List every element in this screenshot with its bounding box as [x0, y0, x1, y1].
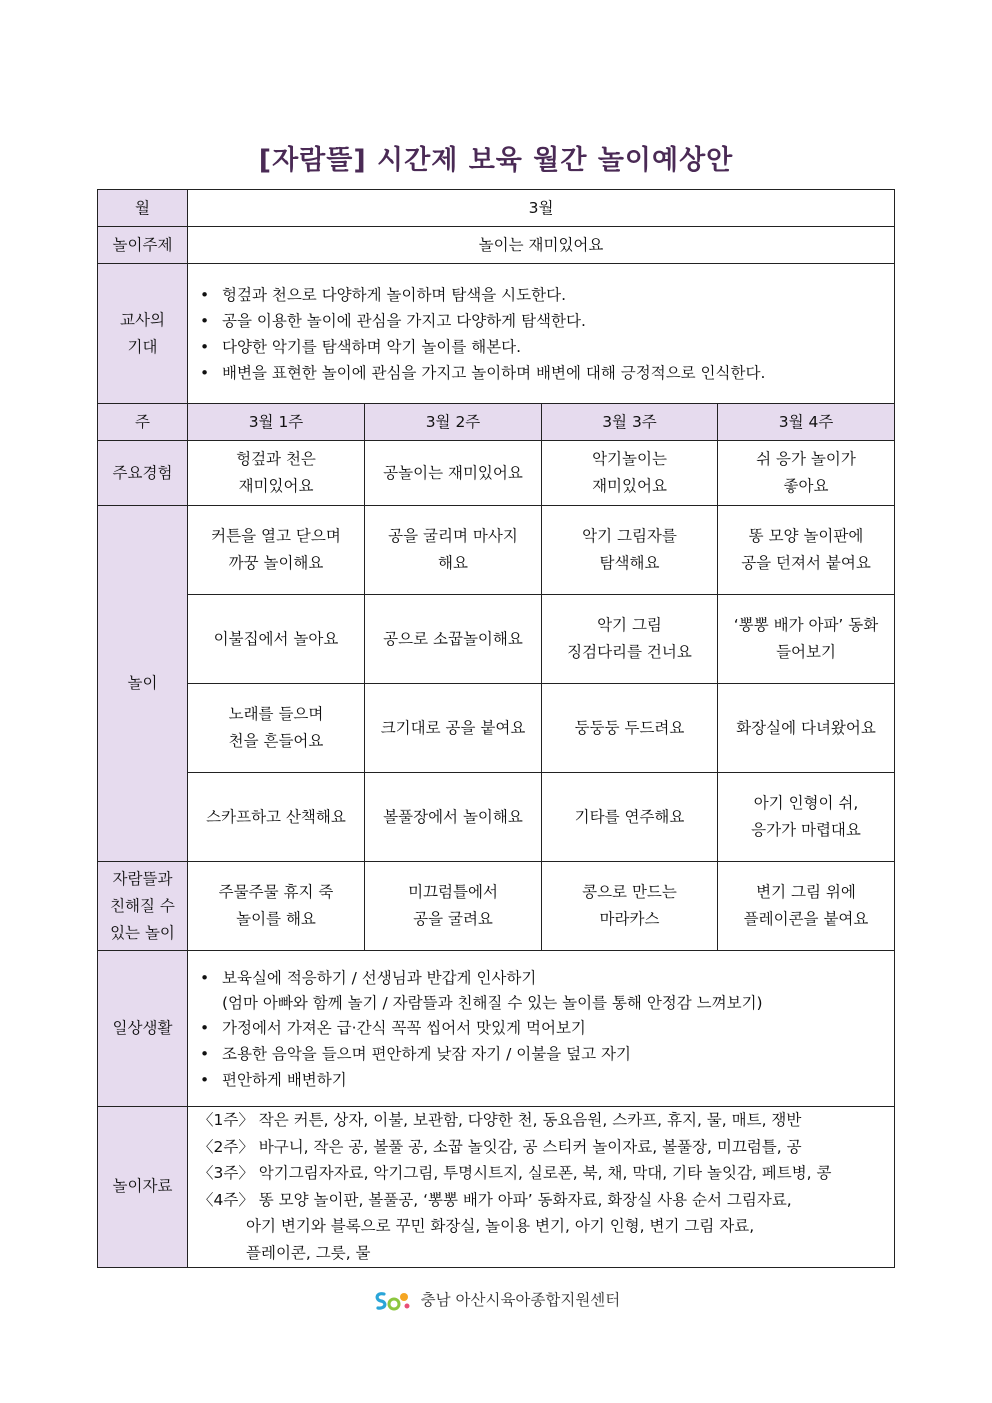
daily-life-item: • 보육실에 적응하기 / 선생님과 반갑게 인사하기 [198, 965, 882, 991]
experience-cell: 악기놀이는 재미있어요 [542, 441, 718, 506]
daily-life-subnote: (엄마 아빠와 함께 놀기 / 자람뜰과 친해질 수 있는 놀이를 통해 안정감 느껴보기) [222, 993, 763, 1012]
play-cell: 공을 굴리며 마사지 해요 [365, 506, 542, 595]
experience-cell: 공놀이는 재미있어요 [365, 441, 542, 506]
play-cell: 둥둥둥 두드려요 [542, 684, 718, 773]
friendly-play-cell: 콩으로 만드는 마라카스 [542, 862, 718, 951]
play-cell: 크기대로 공을 붙여요 [365, 684, 542, 773]
materials-week-1: 〈1주〉 작은 커튼, 상자, 이불, 보관함, 다양한 천, 동요음원, 스카프, 휴지, 물, 매트, 쟁반 [198, 1111, 802, 1129]
play-row [98, 595, 895, 684]
page-title: [자람뜰] 시간제 보육 월간 놀이예상안 [258, 145, 734, 176]
theme-label: 놀이주제 [98, 227, 188, 264]
materials-week-4-cont: 아기 변기와 블록으로 꾸민 화장실, 놀이용 변기, 아기 인형, 변기 그림 자료, [246, 1217, 755, 1236]
play-row [98, 773, 895, 862]
play-cell: ‘뽕뽕 배가 아파’ 동화 들어보기 [718, 595, 895, 684]
daily-life-item: • 가정에서 가져온 급·간식 꼭꼭 씹어서 맛있게 먹어보기 [198, 1015, 882, 1041]
week-row [98, 404, 895, 441]
footer [0, 1288, 992, 1313]
play-cell: 볼풀장에서 놀이해요 [365, 773, 542, 862]
expectation-row [98, 264, 895, 404]
daily-life-item: • 조용한 음악을 들으며 편안하게 낮잠 자기 / 이불을 덮고 자기 [198, 1041, 882, 1067]
week-header-4: 3월 4주 [718, 404, 895, 441]
materials-week-3: 〈3주〉 악기그림자자료, 악기그림, 투명시트지, 실로폰, 북, 채, 막대, 기타 놀잇감, 페트병, 콩 [198, 1164, 832, 1183]
month-label: 월 [98, 190, 188, 227]
experience-label: 주요경험 [98, 441, 188, 506]
expectation-item: • 헝겊과 천으로 다양하게 놀이하며 탐색을 시도한다. [198, 282, 882, 308]
theme-value: 놀이는 재미있어요 [188, 227, 895, 264]
week-header-3: 3월 3주 [542, 404, 718, 441]
experience-cell: 헝겊과 천은 재미있어요 [188, 441, 365, 506]
expectation-item: • 배변을 표현한 놀이에 관심을 가지고 놀이하며 배변에 대해 긍정적으로 인식한다. [198, 360, 882, 386]
play-row [98, 684, 895, 773]
friendly-play-cell: 미끄럼틀에서 공을 굴려요 [365, 862, 542, 951]
play-row [98, 506, 895, 595]
month-value: 3월 [188, 190, 895, 227]
experience-row [98, 441, 895, 506]
play-cell: 커튼을 열고 닫으며 까꿍 놀이해요 [188, 506, 365, 595]
monthly-plan-table [97, 189, 895, 1268]
play-cell: 노래를 들으며 천을 흔들어요 [188, 684, 365, 773]
friendly-play-cell: 주물주물 휴지 죽 놀이를 해요 [188, 862, 365, 951]
daily-life-list [188, 965, 894, 991]
play-label: 놀이 [98, 506, 188, 862]
childcare-center-logo-icon [372, 1289, 412, 1313]
month-row [98, 190, 895, 227]
friendly-play-label: 자람뜰과 친해질 수 있는 놀이 [98, 862, 188, 951]
materials-label: 놀이자료 [98, 1107, 188, 1268]
materials-row [98, 1107, 895, 1268]
play-cell: 악기 그림 징검다리를 건너요 [542, 595, 718, 684]
materials-cell [188, 1107, 895, 1268]
footer-org-name: 충남 아산시육아종합지원센터 [420, 1291, 621, 1309]
daily-life-row [98, 951, 895, 1107]
week-header-1: 3월 1주 [188, 404, 365, 441]
friendly-play-row [98, 862, 895, 951]
play-cell: 스카프하고 산책해요 [188, 773, 365, 862]
week-header-2: 3월 2주 [365, 404, 542, 441]
play-cell: 똥 모양 놀이판에 공을 던져서 붙여요 [718, 506, 895, 595]
play-cell: 아기 인형이 쉬, 응가가 마렵대요 [718, 773, 895, 862]
play-cell: 공으로 소꿉놀이해요 [365, 595, 542, 684]
friendly-play-cell: 변기 그림 위에 플레이콘을 붙여요 [718, 862, 895, 951]
materials-week-4: 〈4주〉 똥 모양 놀이판, 볼풀공, ‘뽕뽕 배가 아파’ 동화자료, 화장실 사용 순서 그림자료, [198, 1190, 792, 1209]
play-cell: 기타를 연주해요 [542, 773, 718, 862]
daily-life-item: • 편안하게 배변하기 [198, 1067, 882, 1093]
experience-cell: 쉬 응가 놀이가 좋아요 [718, 441, 895, 506]
materials-week-2: 〈2주〉 바구니, 작은 공, 볼풀 공, 소꿉 놀잇감, 공 스티커 놀이자료, 볼풀장, 미끄럼틀, 공 [198, 1137, 802, 1156]
play-cell: 화장실에 다녀왔어요 [718, 684, 895, 773]
daily-life-cell [188, 951, 895, 1107]
expectation-list [188, 282, 894, 386]
expectation-label: 교사의 기대 [98, 264, 188, 404]
play-cell: 악기 그림자를 탐색해요 [542, 506, 718, 595]
theme-row [98, 227, 895, 264]
expectation-list-cell [188, 264, 895, 404]
daily-life-label: 일상생활 [98, 951, 188, 1107]
expectation-item: • 공을 이용한 놀이에 관심을 가지고 다양하게 탐색한다. [198, 308, 882, 334]
materials-week-4-cont: 플레이콘, 그릇, 물 [246, 1243, 371, 1262]
expectation-item: • 다양한 악기를 탐색하며 악기 놀이를 해본다. [198, 334, 882, 360]
play-cell: 이불집에서 놀아요 [188, 595, 365, 684]
week-label: 주 [98, 404, 188, 441]
